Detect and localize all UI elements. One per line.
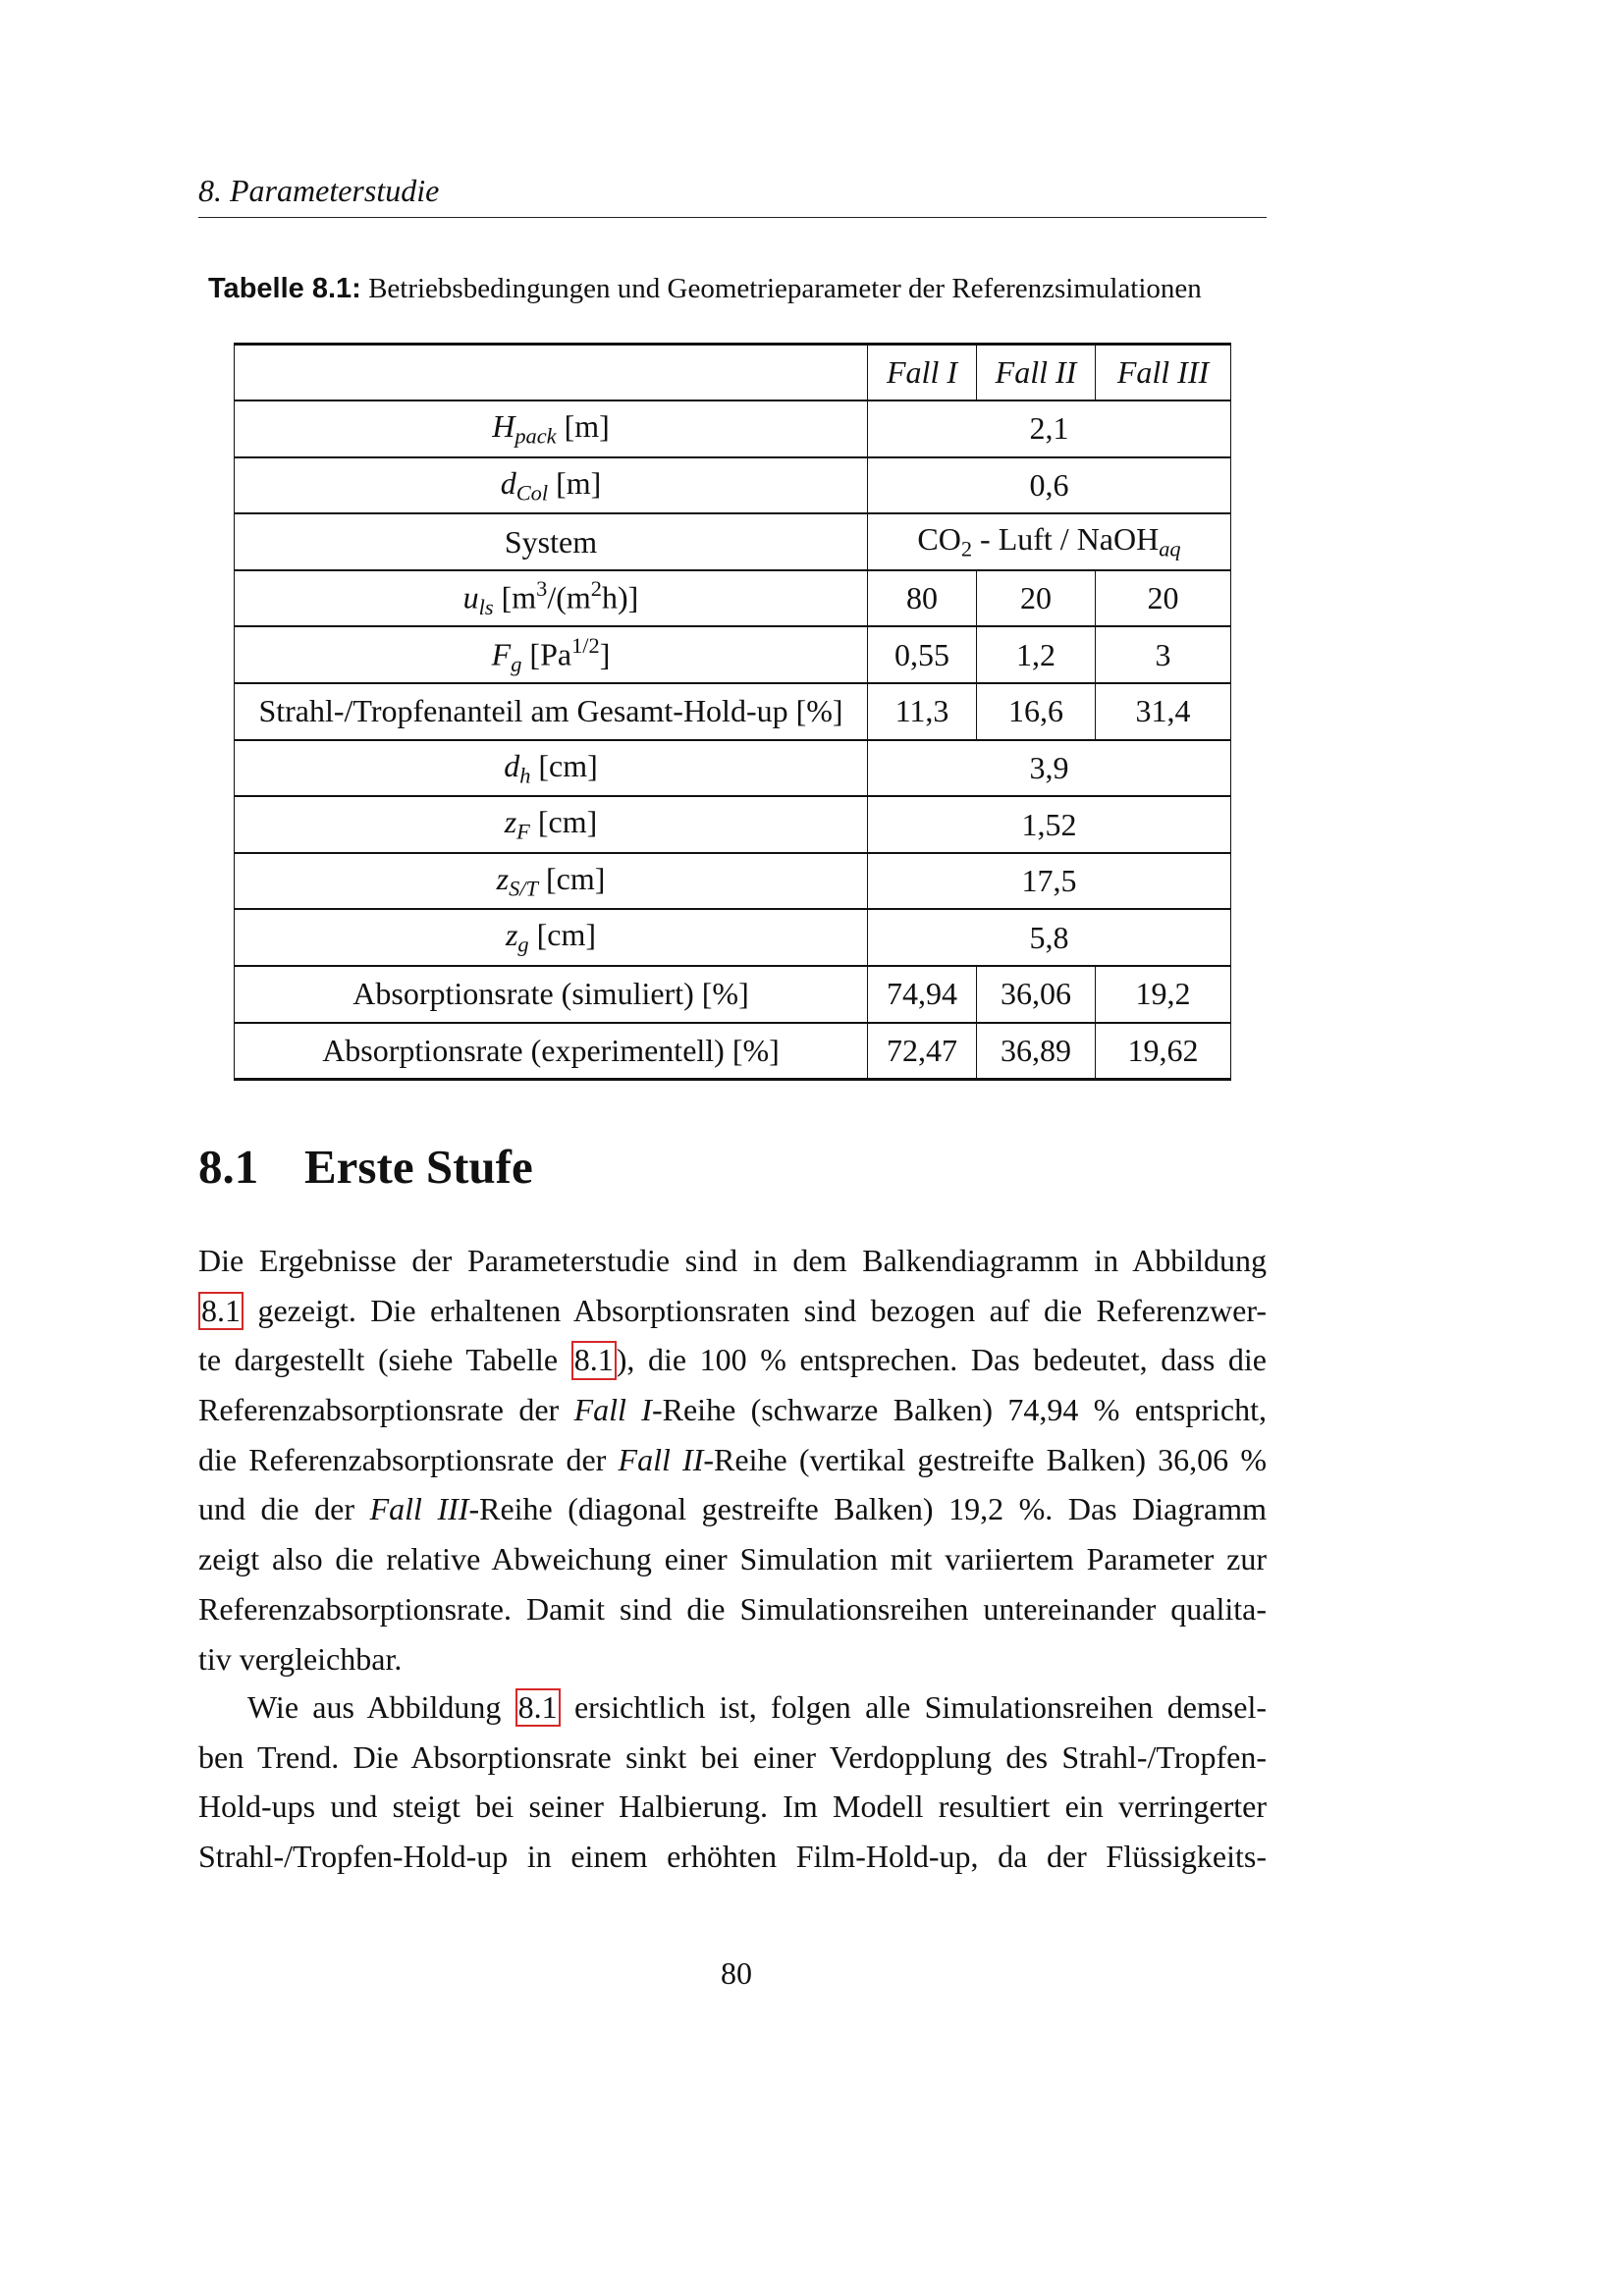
table-row-system bbox=[235, 513, 1231, 570]
row-value-fall-2: 16,6 bbox=[977, 683, 1096, 740]
text-line: Die Ergebnisse der Parameterstudie sind in dem Balkendiagramm in Abbildung bbox=[198, 1243, 1267, 1278]
row-value-fall-2: 36,06 bbox=[977, 966, 1096, 1023]
page-number: 80 bbox=[721, 1955, 752, 1991]
section-number: 8.1 bbox=[198, 1140, 259, 1194]
text-line: te dargestellt (siehe Tabelle 8.1), die 100 % entsprechen. Das bedeutet, dass die bbox=[198, 1335, 1267, 1385]
header-fall-2: Fall II bbox=[977, 345, 1096, 401]
table-row-uls bbox=[235, 570, 1231, 627]
text-line: und die der Fall III-Reihe (diagonal gestreifte Balken) 19,2 %. Das Diagramm bbox=[198, 1491, 1268, 1527]
row-label: $F_g$ $[Pa^{1/2}]$ bbox=[235, 626, 868, 683]
text-line: Strahl-/Tropfen-Hold-up in einem erhöhten Film-Hold-up, da der Flüssigkeits- bbox=[198, 1839, 1267, 1875]
caption-label: Tabelle 8.1: bbox=[208, 273, 361, 304]
reference-table bbox=[234, 343, 1231, 1081]
row-value: 0,6 bbox=[868, 457, 1231, 514]
row-value-fall-2: 1,2 bbox=[977, 626, 1096, 683]
text-line: tiv vergleichbar. bbox=[198, 1640, 403, 1677]
row-label: Strahl-/Tropfenanteil am Gesamt-Hold-up [%] bbox=[235, 683, 868, 740]
figure-reference-link[interactable]: 8.1 bbox=[515, 1688, 561, 1727]
row-value-fall-1: 11,3 bbox=[868, 683, 977, 740]
row-label: $z_{S/T}$ [cm] bbox=[235, 853, 868, 910]
table-row-dcol bbox=[235, 457, 1231, 514]
text-line: 8.1 gezeigt. Die erhaltenen Absorptionsraten sind bezogen auf die Referenzwer- bbox=[198, 1286, 1267, 1336]
text-line: ben Trend. Die Absorptionsrate sinkt bei einer Verdopplung des Strahl-/Tropfen- bbox=[198, 1738, 1267, 1775]
row-value: 5,8 bbox=[868, 909, 1231, 966]
row-label: $z_g$ [cm] bbox=[235, 909, 868, 966]
paragraph-2 bbox=[198, 1682, 1267, 1882]
table-reference-link[interactable]: 8.1 bbox=[571, 1341, 617, 1379]
text-line: Referenzabsorptionsrate der Fall I-Reihe (schwarze Balken) 74,94 % entspricht, bbox=[198, 1392, 1268, 1428]
row-value-fall-3: 31,4 bbox=[1096, 683, 1231, 740]
table-row-zg bbox=[235, 909, 1231, 966]
table-row-fg bbox=[235, 626, 1231, 683]
row-value-fall-1: 80 bbox=[868, 570, 977, 627]
row-value: 2,1 bbox=[868, 400, 1231, 457]
table-header-row bbox=[235, 345, 1231, 401]
table-caption bbox=[208, 273, 1269, 305]
row-value-fall-1: 72,47 bbox=[868, 1023, 977, 1080]
paragraph-1 bbox=[198, 1236, 1267, 1683]
running-head: 8. Parameterstudie bbox=[198, 173, 1267, 218]
row-label: $H_{pack}$ [m] bbox=[235, 400, 868, 457]
row-value-fall-2: 20 bbox=[977, 570, 1096, 627]
table-row-strahl bbox=[235, 683, 1231, 740]
row-label: Absorptionsrate (simuliert) [%] bbox=[235, 966, 868, 1023]
row-value: 17,5 bbox=[868, 853, 1231, 910]
text-line: Wie aus Abbildung 8.1 ersichtlich ist, folgen alle Simulationsreihen demsel- bbox=[198, 1682, 1267, 1733]
table-row-abs-sim bbox=[235, 966, 1231, 1023]
row-label: $d_{Col}$ [m] bbox=[235, 457, 868, 514]
row-value-fall-3: 3 bbox=[1096, 626, 1231, 683]
table-row-zf bbox=[235, 796, 1231, 853]
text-line: die Referenzabsorptionsrate der Fall II-Reihe (vertikal gestreifte Balken) 36,06 % bbox=[198, 1441, 1268, 1477]
row-value: 3,9 bbox=[868, 740, 1231, 797]
table-row-hpack bbox=[235, 400, 1231, 457]
header-cell-empty bbox=[235, 345, 868, 401]
caption-text: Betriebsbedingungen und Geometrieparameter der Referenzsimulationen bbox=[360, 273, 1202, 304]
header-fall-1: Fall I bbox=[868, 345, 977, 401]
row-label: $z_F$ [cm] bbox=[235, 796, 868, 853]
row-label: $d_h$ [cm] bbox=[235, 740, 868, 797]
row-value-fall-3: 20 bbox=[1096, 570, 1231, 627]
table-row-zst bbox=[235, 853, 1231, 910]
text-line: Hold-ups und steigt bei seiner Halbierung. Im Modell resultiert ein verringerter bbox=[198, 1789, 1267, 1825]
header-fall-3: Fall III bbox=[1096, 345, 1231, 401]
section-heading bbox=[198, 1139, 533, 1195]
row-label: System bbox=[235, 513, 868, 570]
row-value-fall-3: 19,62 bbox=[1096, 1023, 1231, 1080]
table-row-dh bbox=[235, 740, 1231, 797]
table-row-abs-exp bbox=[235, 1023, 1231, 1080]
row-value: 1,52 bbox=[868, 796, 1231, 853]
row-value-fall-3: 19,2 bbox=[1096, 966, 1231, 1023]
text-line: zeigt also die relative Abweichung einer Simulation mit variiertem Parameter zur bbox=[198, 1541, 1267, 1577]
row-value-fall-2: 36,89 bbox=[977, 1023, 1096, 1080]
row-label: Absorptionsrate (experimentell) [%] bbox=[235, 1023, 868, 1080]
row-value-fall-1: 74,94 bbox=[868, 966, 977, 1023]
row-value-fall-1: 0,55 bbox=[868, 626, 977, 683]
text-line: Referenzabsorptionsrate. Damit sind die Simulationsreihen untereinander qualita- bbox=[198, 1590, 1267, 1627]
row-label: $u_{ls}$ $[m^3/(m^2h)]$ bbox=[235, 570, 868, 627]
section-title: Erste Stufe bbox=[304, 1140, 533, 1194]
figure-reference-link[interactable]: 8.1 bbox=[198, 1292, 244, 1330]
row-value: $CO_2$ - Luft / NaOH$_{aq}$ bbox=[868, 513, 1231, 570]
